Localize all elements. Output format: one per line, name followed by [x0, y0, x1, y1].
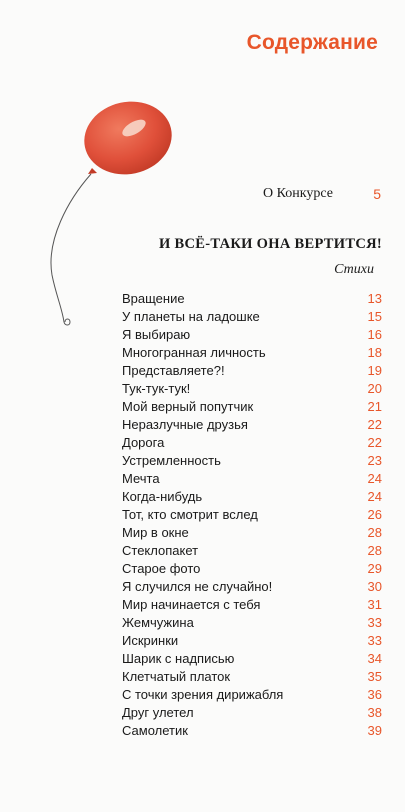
section-title: И ВСЁ-ТАКИ ОНА ВЕРТИТСЯ! [158, 236, 382, 252]
toc-entry-page-number: 18 [367, 345, 382, 360]
toc-entry[interactable] [122, 614, 382, 632]
toc-entry-label: Мир в окне [122, 525, 189, 540]
toc-entry-page-number: 20 [367, 381, 382, 396]
toc-entry[interactable] [122, 290, 382, 308]
toc-entry-label: Устремленность [122, 453, 221, 468]
toc-entry[interactable] [122, 650, 382, 668]
toc-entry-page-number: 33 [367, 615, 382, 630]
toc-entry[interactable] [122, 506, 382, 524]
toc-entry-label: Жемчужина [122, 615, 194, 630]
toc-entry-page-number: 22 [367, 435, 382, 450]
toc-entry-label: Мечта [122, 471, 160, 486]
toc-entry[interactable] [122, 578, 382, 596]
toc-entry-page-number: 35 [367, 669, 382, 684]
toc-entry-label: С точки зрения дирижабля [122, 687, 284, 702]
toc-entry[interactable] [122, 704, 382, 722]
toc-entry-label: Многогранная личность [122, 345, 266, 360]
toc-entry-label: Когда-нибудь [122, 489, 203, 504]
toc-entry-page-number: 26 [367, 507, 382, 522]
toc-entry[interactable] [122, 452, 382, 470]
toc-entry-label: Друг улетел [122, 705, 194, 720]
toc-entry[interactable] [122, 686, 382, 704]
toc-entry-page-number: 34 [367, 651, 382, 666]
toc-entry-label: Самолетик [122, 723, 188, 738]
toc-entry[interactable] [122, 668, 382, 686]
toc-entry-label: Неразлучные друзья [122, 417, 248, 432]
toc-entry[interactable] [122, 524, 382, 542]
toc-entry-label: Искринки [122, 633, 179, 648]
toc-entry-label: Шарик с надписью [122, 651, 235, 666]
toc-entry[interactable] [122, 398, 382, 416]
section-subtitle: Стихи [334, 262, 374, 277]
page-title: Содержание [246, 31, 378, 54]
toc-entry-label: Представляете?! [122, 363, 225, 378]
toc-entry-page-number: 36 [367, 687, 382, 702]
toc-entry-label: У планеты на ладошке [122, 309, 260, 324]
toc-entry-page-number: 31 [367, 597, 382, 612]
toc-entry[interactable] [122, 416, 382, 434]
toc-entry-page-number: 21 [367, 399, 382, 414]
toc-entry[interactable] [122, 488, 382, 506]
toc-entry-label: Дорога [122, 435, 165, 450]
toc-entry-page-number: 29 [367, 561, 382, 576]
toc-entry[interactable] [122, 632, 382, 650]
toc-entry-label: Я выбираю [122, 327, 191, 342]
toc-entry-label: Вращение [122, 291, 185, 306]
toc-entry[interactable] [122, 722, 382, 740]
toc-entry-page-number: 13 [367, 291, 382, 306]
toc-entry-label: Мой верный попутчик [122, 399, 254, 414]
toc-list [122, 290, 382, 740]
toc-entry-page-number: 24 [367, 471, 382, 486]
toc-entry[interactable] [122, 344, 382, 362]
toc-entry-page-number: 16 [367, 327, 382, 342]
toc-entry[interactable] [122, 470, 382, 488]
toc-entry-label: Тук-тук-тук! [122, 381, 191, 396]
toc-entry[interactable] [122, 308, 382, 326]
intro-page-number: 5 [373, 186, 381, 202]
toc-entry-label: Тот, кто смотрит вслед [122, 507, 258, 522]
toc-entry-label: Клетчатый платок [122, 669, 231, 684]
toc-entry[interactable] [122, 326, 382, 344]
toc-entry[interactable] [122, 596, 382, 614]
toc-entry[interactable] [122, 380, 382, 398]
toc-entry[interactable] [122, 560, 382, 578]
toc-entry-label: Мир начинается с тебя [122, 597, 261, 612]
toc-entry[interactable] [122, 434, 382, 452]
toc-entry-page-number: 22 [367, 417, 382, 432]
toc-entry-page-number: 28 [367, 543, 382, 558]
toc-entry[interactable] [122, 362, 382, 380]
toc-entry-page-number: 19 [367, 363, 382, 378]
toc-entry-label: Стеклопакет [122, 543, 199, 558]
toc-entry-page-number: 38 [367, 705, 382, 720]
toc-entry-page-number: 33 [367, 633, 382, 648]
toc-entry-page-number: 30 [367, 579, 382, 594]
toc-entry-page-number: 28 [367, 525, 382, 540]
toc-entry-label: Старое фото [122, 561, 201, 576]
toc-entry[interactable] [122, 542, 382, 560]
toc-entry-page-number: 23 [367, 453, 382, 468]
toc-entry-page-number: 15 [367, 309, 382, 324]
toc-entry-page-number: 39 [367, 723, 382, 738]
toc-entry-label: Я случился не случайно! [122, 579, 273, 594]
intro-label: О Конкурсе [263, 186, 333, 201]
toc-entry-page-number: 24 [367, 489, 382, 504]
